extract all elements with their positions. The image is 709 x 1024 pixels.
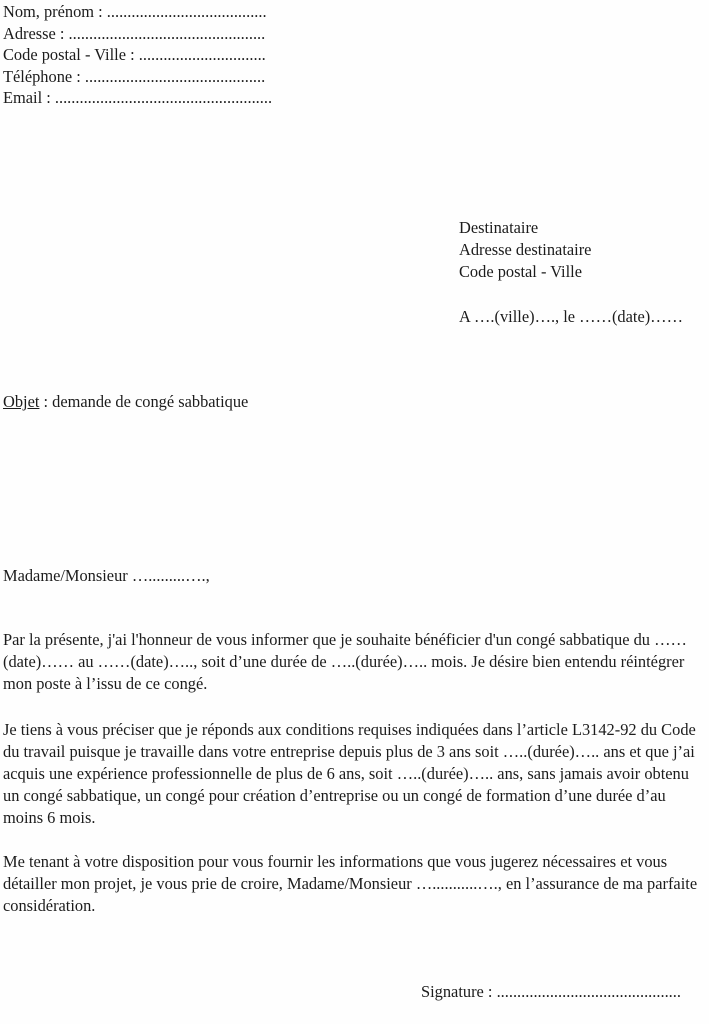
sender-address-line: Adresse : ................................................ [3,23,266,43]
sender-phone-line: Téléphone : ............................................ [3,66,266,86]
sender-city-line: Code postal - Ville : ............................... [3,45,266,64]
subject-line [3,391,248,413]
sender-name-line: Nom, prénom : ....................................... [3,2,267,21]
place-date-line: A ….(ville)…., le ……(date)…… [459,307,683,326]
recipient-city-line: Code postal - Ville [459,262,582,281]
body-paragraph-2: Je tiens à vous préciser que je réponds aux conditions requises indiquées dans l’article L3142-92 du Code du travail puisque je travaille dans votre entreprise depuis plus de 3 ans soit …..(durée)….. ans et que j’ai acquis une expérience professionnelle de plus de 6 ans, soit …..(durée)….. ans, sans jamais avoir obtenu un congé sabbatique, un congé pour création d’entreprise ou un congé de formation d’une durée d’au moins 6 mois. [3,720,696,827]
subject-text: : demande de congé sabbatique [39,392,249,411]
body-paragraph-3: Me tenant à votre disposition pour vous fournir les informations que vous jugerez nécessaires et vous détailler mon projet, je vous prie de croire, Madame/Monsieur …...........…., en l’assurance de ma parfaite considération. [3,852,698,915]
recipient-address-line: Adresse destinataire [459,240,592,259]
body-paragraph-1: Par la présente, j'ai l'honneur de vous informer que je souhaite bénéficier d'un congé sabbatique du ……(date)…… au ……(date)….., soit d’une durée de …..(durée)….. mois. Je désire bien entendu réintégrer mon poste à l’issu de ce congé. [3,630,687,693]
recipient-name-line: Destinataire [459,218,539,237]
recipient-block [459,217,591,283]
sender-block [3,1,272,109]
subject-label: Objet [3,392,40,411]
salutation: Madame/Monsieur ….........…., [3,566,210,585]
signature-line: Signature : ............................................. [421,982,681,1001]
sender-email-line: Email : ..................................................... [3,88,273,107]
